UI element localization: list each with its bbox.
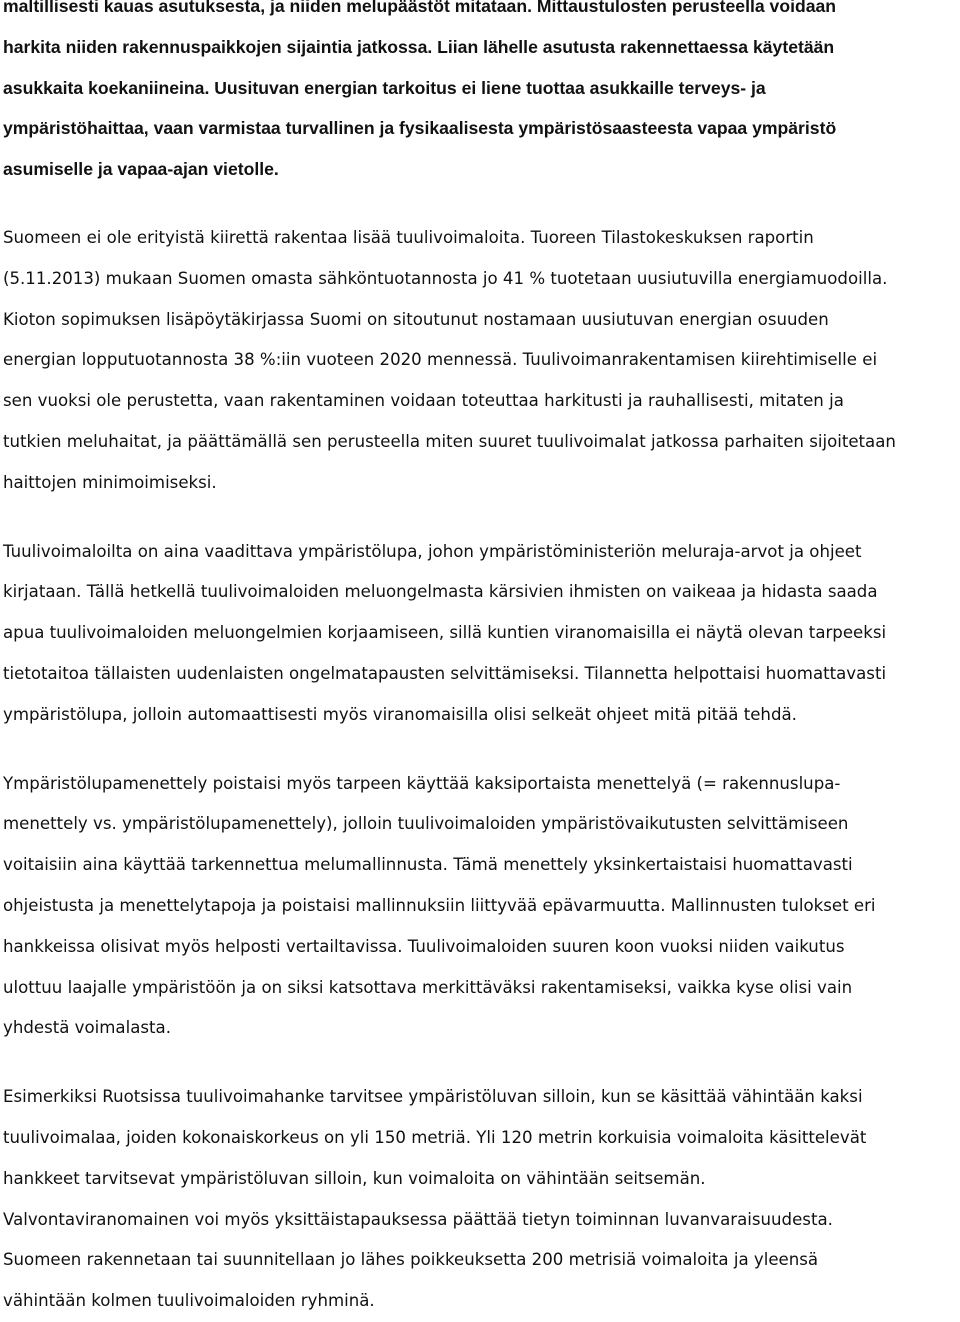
text-line: Ympäristölupamenettely poistaisi myös tarpeen käyttää kaksiportaista menettelyä (= rakennuslupa- bbox=[3, 773, 841, 793]
text-line: Suomeen ei ole erityistä kiirettä rakentaa lisää tuulivoimaloita. Tuoreen Tilastokeskuksen raportin bbox=[3, 227, 814, 247]
text-line: Esimerkiksi Ruotsissa tuulivoimahanke tarvitsee ympäristöluvan silloin, kun se käsittää vähintään kaksi bbox=[3, 1087, 863, 1107]
text-line: tuulivoimalaa, joiden kokonaiskorkeus on yli 150 metriä. Yli 120 metrin korkuisia voimaloita käsittelevät bbox=[3, 1127, 867, 1147]
text-line: tutkien meluhaitat, ja päättämällä sen perusteella miten suuret tuulivoimalat jatkossa parhaiten sijoitetaan bbox=[3, 431, 896, 451]
document-page bbox=[3, 0, 955, 1322]
text-line: haittojen minimoimiseksi. bbox=[3, 472, 217, 492]
text-line: Tuulivoimaloilta on aina vaadittava ympäristölupa, johon ympäristöministeriön meluraja-arvot ja ohjeet bbox=[3, 541, 862, 561]
paragraph-gap bbox=[3, 190, 955, 218]
paragraph-2 bbox=[3, 218, 955, 504]
text-line: Kioton sopimuksen lisäpöytäkirjassa Suomi on sitoutunut nostamaan uusiutuvan energian osuuden bbox=[3, 309, 829, 329]
paragraph-5 bbox=[3, 1077, 955, 1322]
text-line: tietotaitoa tällaisten uudenlaisten ongelmatapausten selvittämiseksi. Tilannetta helpottaisi huomattavasti bbox=[3, 663, 887, 683]
text-line: ulottuu laajalle ympäristöön ja on siksi katsottava merkittäväksi rakentamiseksi, vaikka kyse olisi vain bbox=[3, 977, 853, 997]
text-line: asukkaita koekaniineina. Uusituvan energian tarkoitus ei liene tuottaa asukkaille terveys- ja bbox=[3, 77, 766, 98]
text-line: asumiselle ja vapaa-ajan vietolle. bbox=[3, 159, 279, 180]
text-line: energian lopputuotannosta 38 %:iin vuoteen 2020 mennessä. Tuulivoimanrakentamisen kiirehtimiselle ei bbox=[3, 350, 878, 370]
paragraph-3 bbox=[3, 532, 955, 736]
text-line: (5.11.2013) mukaan Suomen omasta sähköntuotannosta jo 41 % tuotetaan uusiutuvilla energiamuodoilla. bbox=[3, 268, 888, 288]
paragraph-gap bbox=[3, 504, 955, 532]
text-line: yhdestä voimalasta. bbox=[3, 1018, 171, 1038]
text-line: vähintään kolmen tuulivoimaloiden ryhminä. bbox=[3, 1291, 375, 1311]
text-line: menettely vs. ympäristölupamenettely), jolloin tuulivoimaloiden ympäristövaikutusten selvittämiseen bbox=[3, 814, 849, 834]
text-line: Valvontaviranomainen voi myös yksittäistapauksessa päättää tietyn toiminnan luvanvaraisuudesta. bbox=[3, 1209, 833, 1229]
text-line: ympäristöhaittaa, vaan varmistaa turvallinen ja fysikaalisesta ympäristösaasteesta vapaa ympäristö bbox=[3, 118, 837, 139]
text-line: maltillisesti kauas asutuksesta, ja niiden melupäästöt mitataan. Mittaustulosten perusteella voidaan bbox=[3, 0, 837, 16]
paragraph-1 bbox=[3, 0, 955, 190]
paragraph-gap bbox=[3, 736, 955, 764]
text-line: voitaisiin aina käyttää tarkennettua melumallinnusta. Tämä menettely yksinkertaistaisi huomattavasti bbox=[3, 855, 853, 875]
text-line: sen vuoksi ole perustetta, vaan rakentaminen voidaan toteuttaa harkitusti ja rauhallisesti, mitaten ja bbox=[3, 391, 844, 411]
text-line: kirjataan. Tällä hetkellä tuulivoimaloiden meluongelmasta kärsivien ihmisten on vaikeaa ja hidasta saada bbox=[3, 582, 878, 602]
paragraph-gap bbox=[3, 1049, 955, 1077]
text-line: harkita niiden rakennuspaikkojen sijaintia jatkossa. Liian lähelle asutusta rakennettaessa käytetään bbox=[3, 36, 835, 57]
text-line: ympäristölupa, jolloin automaattisesti myös viranomaisilla olisi selkeät ohjeet mitä pitää tehdä. bbox=[3, 704, 797, 724]
text-line: hankkeissa olisivat myös helposti vertailtavissa. Tuulivoimaloiden suuren koon vuoksi niiden vaikutus bbox=[3, 936, 845, 956]
text-line: hankkeet tarvitsevat ympäristöluvan silloin, kun voimaloita on vähintään seitsemän. bbox=[3, 1168, 706, 1188]
text-line: Suomeen rakennetaan tai suunnitellaan jo lähes poikkeuksetta 200 metrisiä voimaloita ja yleensä bbox=[3, 1250, 819, 1270]
text-line: ohjeistusta ja menettelytapoja ja poistaisi mallinnuksiin liittyvää epävarmuutta. Mallinnusten tulokset eri bbox=[3, 895, 876, 915]
paragraph-4 bbox=[3, 764, 955, 1050]
text-line: apua tuulivoimaloiden meluongelmien korjaamiseen, sillä kuntien viranomaisilla ei näytä olevan tarpeeksi bbox=[3, 623, 887, 643]
